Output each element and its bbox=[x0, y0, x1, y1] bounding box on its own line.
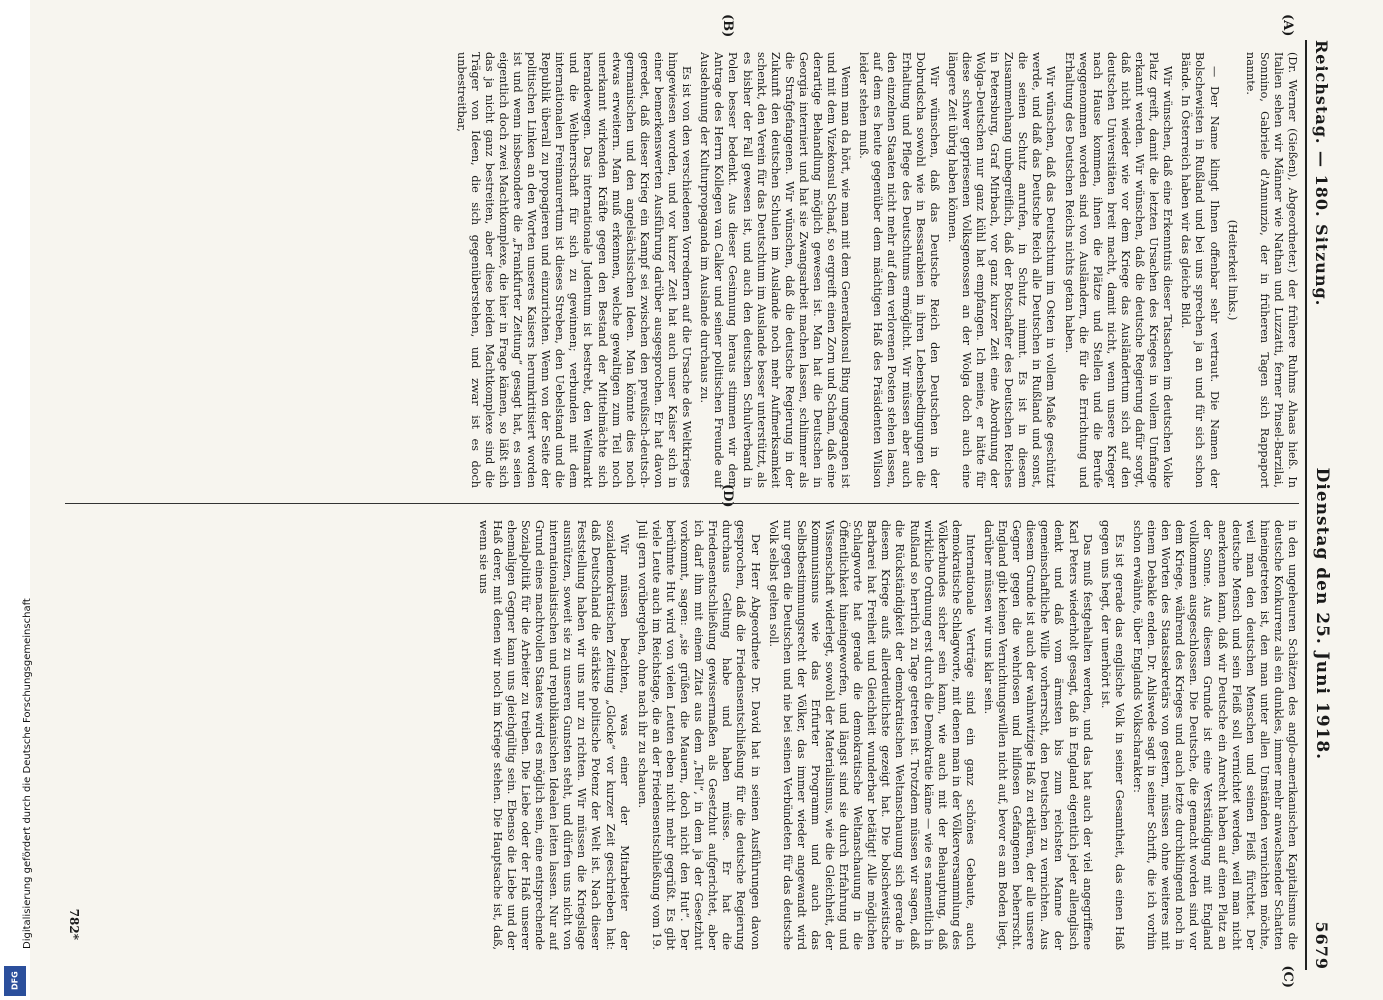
paragraph: (Heiterkeit links.) bbox=[1225, 219, 1239, 321]
marker-d: (D) bbox=[720, 484, 735, 508]
paragraph: Wir müssen beachten, was einer der Mitarbeiter der sozialdemokratischen Zeitung „Glocke“ vor kurzer Zeit geschrieben hat: daß Deutschland die stärkste politische Potenz der Welt ist. Nach dieser Feststellung haben wir uns nur zu richten. Wir müssen die Kriegslage ausnützen, soweit sie zu unseren Gunsten steht, und dürfen uns nicht von internationalistischen und republikanischen Idealen leiten lassen. Nur auf Grund eines machtvollen Staates wird es möglich sein, eine entsprechende Sozialpolitik für die Arbeiter zu treiben. Die Liebe oder der Haß unserer ehemaligen Gegner kann uns gleichgültig sein. Ebenso die Liebe und der Haß derer, mit denen wir noch im Kriege stehen. Die Hauptsache ist, daß, wenn sie uns bbox=[476, 520, 631, 950]
right-column bbox=[65, 520, 1299, 950]
dfg-logo-icon: DFG bbox=[4, 966, 26, 996]
paragraph: in den ungeheuren Schätzen des anglo-amerikanischen Kapitalismus die deutsche Konkurrenz als ein dunkles, immer mehr anwachsender Schatten hineingetreten ist, den man unter allen Umständen vernichten möchte, weil man den deutschen Menschen und seinen Fleiß fürchtet. Der deutsche Mensch und sein Fleiß soll vernichtet werden, weil man nicht anerkennen kann, daß wir Deutsche ein Anrecht haben auf einen Platz an der Sonne. Aus diesem Grunde ist eine Verständigung mit England vollkommen ausgeschlossen. Die Deutsche, die gemacht worden sind vor dem Kriege, während des Krieges und auch letzte durchklingend noch in den Worten des Staatssekretärs von gestern, müssen ohne weiteres mit einem Debakle enden. Dr. Ahlswede sagt in seiner Schrift, die ich vorhin schon erwähnte, über Englands Volkscharakter: bbox=[1130, 520, 1299, 950]
paragraph: Internationale Verträge sind ein ganz schönes Gebaute, auch demokratische Schlagworte, mit denen man in der Völkerversammlung des Völkerbundes sicher sein kann, wie auch mit der Behauptung, daß wirkliche Ordnung erst durch die Demokratie käme — wie es namentlich in Rußland so herrlich zu Tage getreten ist. Trotzdem müssen wir sagen, daß die Rückständigkeit der demokratischen Weltanschauung sich gerade in diesem Kriege aufs allerdeutlichste gezeigt hat. Die bolschewistische Barbarei hat Freiheit und Gleichheit wunderbar betätigt! Alle möglichen Schlagworte hat gerade die demokratische Weltanschauung in die Öffentlichkeit hineingeworfen, und längst sind sie durch Erfahrung und Wissenschaft widerlegt, sowohl der Materialismus, wie die Gleichheit, der Kommunismus wie das Erfurter Programm und auch das Selbstbestimmungsrecht der Völker, das immer wieder angewandt wird nur gegen die Deutschen und nie bei seinen Verbündeten für das deutsche Volk selbst gelten soll. bbox=[766, 520, 977, 950]
marker-b: (B) bbox=[720, 14, 735, 38]
paragraph: Wir wünschen, daß eine Erkenntnis dieser Tatsachen im deutschen Volke Platz greift, damit die letzten Ursachen des Krieges in vollem Umfange erkannt werden. Wir wünschen, daß die deutsche Regierung dafür sorgt, daß nicht wieder wie vor dem Kriege das Ausländertum sich auf den deutschen Universitäten breit macht, damit nicht, wenn unsere Krieger nach Hause kommen, ihnen die Plätze und Stellen und die Berufe weggenommen worden sind von Ausländern, die für die Errichtung und Erhaltung des Deutschen Reichs nichts getan haben. bbox=[1062, 52, 1175, 488]
paragraph: Der Herr Abgeordnete Dr. David hat in seinen Ausführungen davon gesprochen, daß die Friedensentschließung für die deutsche Regierung durchaus Geltung habe und haben müsse. Er hat die Friedensentschließung gewissermaßen als Gesetzhut aufgerichtet, aber ich darf ihm mit einem Zitat aus dem „Tell“, in dem ja der Gesetzhut vorkommt, sagen: „sie grüßen die Mauern, doch nicht den Hut“. Der berühmte Hut wird von vielen Leuten eben nicht mehr gegrüßt. Es gibt viele Leute auch im Reichstage, die an der Friedensentschließung vom 19. Juli gern vorübergehen, ohne nach ihr zu schauen. bbox=[635, 520, 762, 950]
page-signature: 782* bbox=[67, 908, 81, 940]
paragraph: Es ist von den verschiedenen Vorrednern auf die Ursache des Weltkrieges hingewiesen worden, und vor kurzer Zeit hat auch unser Kaiser sich in einer bemerkenswerten Ausführung darüber ausgesprochen. Er hat davon geredet, daß dieser Krieg ein Kampf sei zwischen den preußisch-deutsch-germanischen und den angelsächsischen Ideen. Man könnte dies noch etwas erweitern. Man muß erkennen, welche gewaltigen zum Teil noch unerkannt wirkenden Kräfte gegen den Bestand der Mittelmächte sich herandewegen. Das internationale Judentum ist bestrebt, den Weltmarkt und die Weltherrschaft für sich zu gewinnen; verbunden mit dem internationalen Freimaurertum ist dieses Streben, den Uebelstand und die Republik überall zu propagieren und einzurichten. Wenn von der Seite der politischen Linken an den Worten unseres Kaisers herumkritisiert worden ist und wenn insbesondere die „Frankfurter Zeitung“ gesagt hat, es seien eigentlich doch zwei Machtkomplexe, die hier in Frage kämen, so läßt sich das ja nicht ganz bestreiten, aber diese beiden Machtkomplexe sind die Träger von Ideen, die sich gegenüberstehen, und zwar ist es doch unbestreitbar, bbox=[454, 52, 694, 488]
header-left: Reichstag. — 180. Sitzung. bbox=[1312, 40, 1332, 307]
paragraph: (Dr. Werner (Gießen), Abgeordneter.) der frühere Ruhms Ahaas hieß. In Italien sehen wir Männer wie Nathan und Luzzatti, ferner Pinsel-Barzilai, Sonnino, Gabriele d'Annunzio, der in früheren Tagen sich Rappaport nannte. bbox=[1243, 52, 1299, 488]
column-divider bbox=[65, 503, 1299, 504]
page-header bbox=[1305, 40, 1337, 970]
paragraph: — Der Name klingt Ihnen offenbar sehr vertraut. Die Namen der Bolschewisten in Rußland und bei uns sprechen ja an und für sich schon Bände. In Österreich haben wir das gleiche Bild. bbox=[1179, 52, 1221, 488]
paragraph: Wir wünschen, daß das Deutschtum im Osten in vollem Maße geschützt werde, und daß das Deutsche Reich alle Deutschen in Rußland und sonst, die seinen Schutz anrufen, in Schutz nimmt. Es ist in diesem Zusammenhang unbegreiflich, daß der Botschafter des Deutschen Reiches in Petersburg, Graf Mirbach, vor ganz kurzer Zeit eine Abordnung der Wolga-Deutschen nur ganz kühl hat empfangen. Ich meine, er hätte für diese schwer gepriesenen Volksgenossen an der Wolga doch auch eine längere Zeit übrig haben können. bbox=[945, 52, 1058, 488]
paragraph: Das muß festgehalten werden, und das hat auch der viel angegriffene Karl Peters wiederholt gesagt, daß in England eigentlich jeder allenglisch denkt und daß vom ärmsten bis zum reichsten Manne der gemeinschaftliche Wille vorherrscht, den Deutschen zu vernichten. Aus diesem Grunde ist auch der wahnwitzige Haß zu erklären, der alle unsere Gegner gegen die wehrlosen und hilflosen Gefangenen beherrscht. England gibt keinen Vernichtungswillen nicht auf, bevor es am Boden liegt, darüber müssen wir uns klar sein. bbox=[982, 520, 1094, 950]
document-page bbox=[55, 0, 1345, 1000]
paragraph: Wir wünschen, daß das Deutsche Reich den Deutschen in der Dobrudscha sowohl wie in Bessarabien in ihren Lebensbedingungen die Erhaltung und Pflege des Deutschtums ermöglicht. Wir müssen aber auch den einzelnen Staaten nicht mehr auf dem verlorenen Posten stehen lassen, auf dem es heute gegenüber dem mächtigen Haß des Präsidenten Wilson leider stehen muß. bbox=[857, 52, 941, 488]
paragraph: Es ist gerade das englische Volk in seiner Gesamtheit, das einen Haß gegen uns hegt, der unerhört ist. bbox=[1098, 520, 1126, 950]
header-center: Dienstag den 25. Juni 1918. bbox=[1312, 467, 1332, 761]
digitization-note-strip bbox=[0, 0, 33, 1000]
marker-c: (C) bbox=[1280, 965, 1295, 988]
left-column bbox=[65, 52, 1299, 488]
digitization-note: Digitalisierung gefördert durch die Deutsche Forschungsgemeinschaft bbox=[22, 598, 33, 949]
marker-a: (A) bbox=[1280, 14, 1295, 37]
paragraph: Wenn man da hört, wie man mit dem Generalkonsul Bing umgegangen ist und mit dem Vizekonsul Schaaf, so ergreift einen Zorn und Scham, daß eine derartige Behandlung möglich gewesen ist. Man hat die Deutschen in Georgia interniert und hat sie Zwangsarbeit machen lassen, schlimmer als die Strafgefangenen. Wir wünschen, daß die deutsche Regierung in der Zukunft den deutschen Schulen im Auslande noch mehr Aufmerksamkeit schenkt, den Verein für das Deutschtum im Auslande besser unterstützt, als es bisher der Fall gewesen ist, und auch den deutschen Schulverband in Polen besser bedenkt. Aus dieser Gesinnung heraus stimmen wir dem Antrage des Herrn Kollegen van Calker und seiner politischen Freunde auf Ausdehnung der Kulturpropaganda im Auslande durchaus zu. bbox=[698, 52, 853, 488]
page-number: 5679 bbox=[1312, 921, 1332, 970]
